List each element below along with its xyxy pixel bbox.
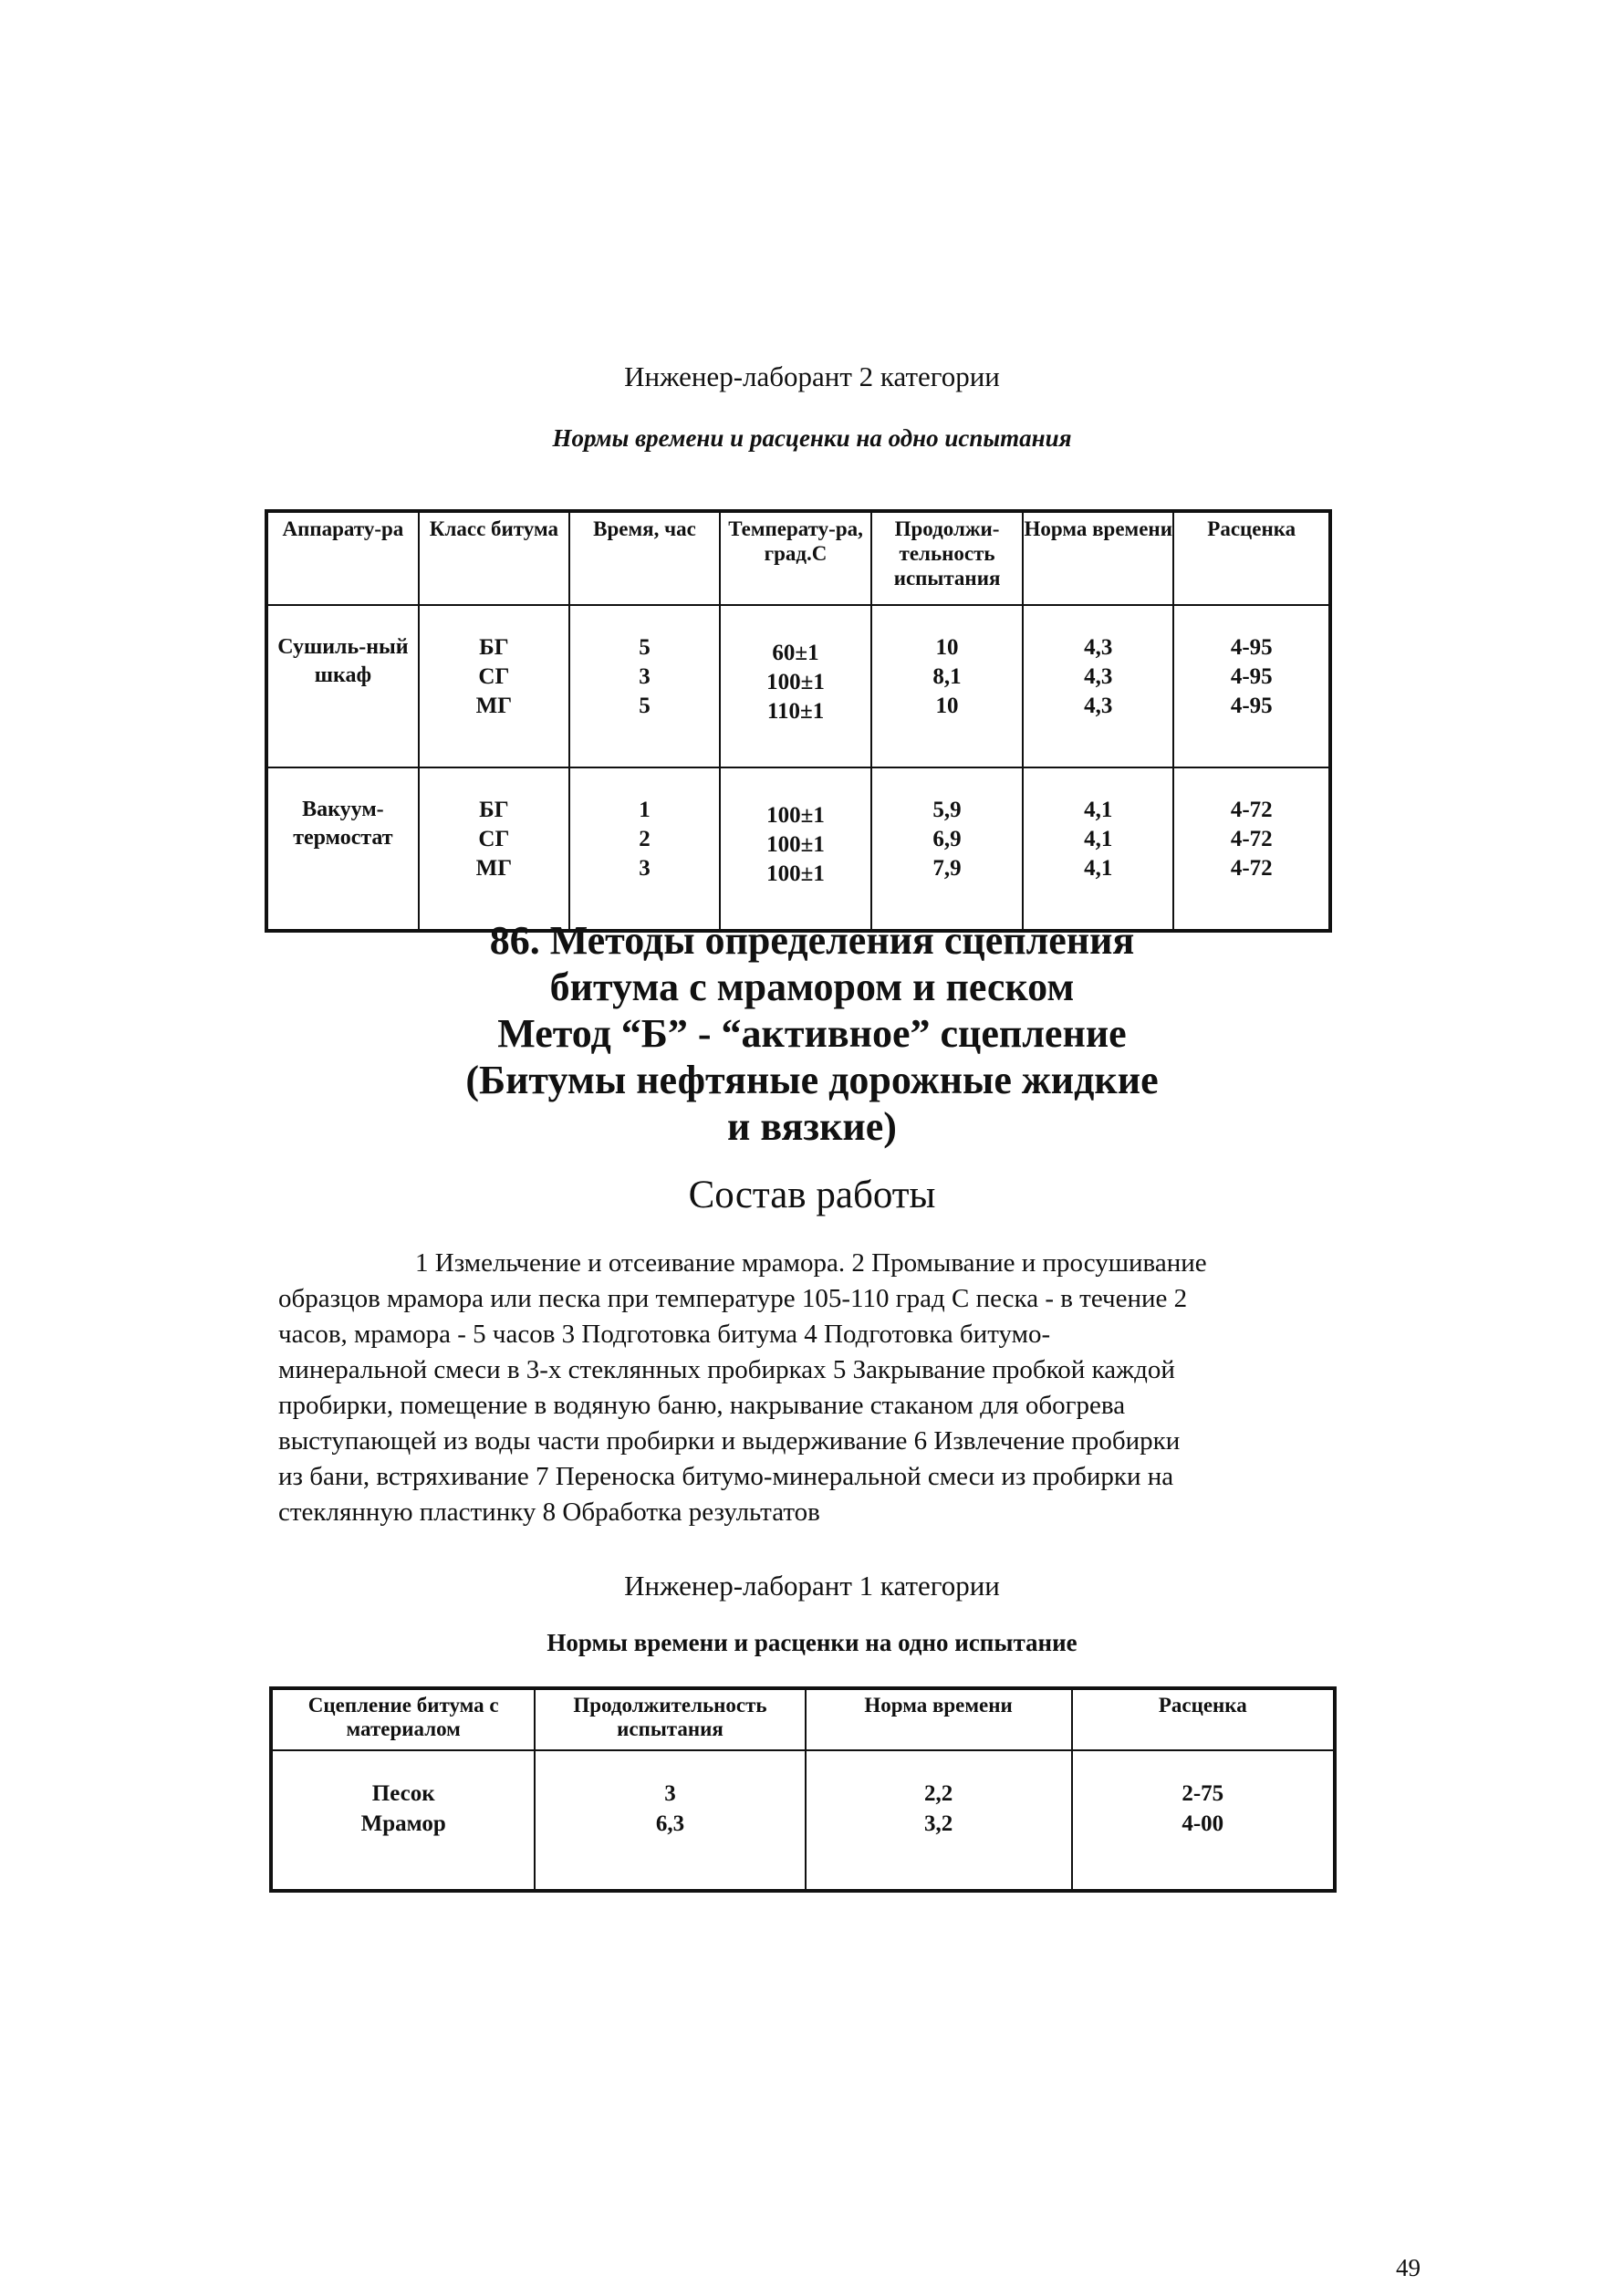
cell-value: 8,1 [932, 664, 962, 689]
time-cell [569, 605, 720, 767]
table-row [266, 767, 1330, 931]
col-header-temperature: Температу-ра, град.С [720, 511, 871, 605]
temp-cell [720, 767, 871, 931]
cell-value: 4,3 [1084, 664, 1113, 689]
cell-value: 2 [639, 827, 651, 851]
cell-value: 4-95 [1230, 664, 1273, 689]
col-header-bitumen-class: Класс битума [419, 511, 569, 605]
cell-value: 3 [664, 1781, 676, 1806]
bitumen-cell [419, 767, 569, 931]
table-row [266, 605, 1330, 767]
time-cell [569, 767, 720, 931]
col-header-adhesion: Сцепление битума с материалом [271, 1688, 535, 1750]
paragraph-line: пробирки, помещение в водяную баню, накрывание стаканом для обогрева [278, 1391, 1126, 1420]
cell-value: 4-72 [1230, 856, 1273, 881]
norm-cell [1023, 767, 1173, 931]
cell-value: 1 [639, 798, 651, 822]
cell-value: 4,1 [1084, 827, 1113, 851]
norm-cell [806, 1750, 1072, 1891]
cell-value: 10 [935, 694, 959, 718]
col-header-duration: Продолжи-тельность испытания [871, 511, 1023, 605]
section-title-line: (Битумы нефтяные дорожные жидкие [465, 1058, 1159, 1102]
duration-cell [871, 605, 1023, 767]
cell-value: МГ [475, 856, 513, 881]
cell-value: 100±1 [766, 803, 825, 828]
cell-value: 4-00 [1182, 1811, 1224, 1836]
cell-value: СГ [478, 827, 510, 851]
paragraph-line: часов, мрамора - 5 часов 3 Подготовка битума 4 Подготовка битумо- [278, 1320, 1051, 1349]
section-title-line: Метод “Б” - “активное” сцепление [497, 1011, 1127, 1056]
cell-value: МГ [475, 694, 513, 718]
col-header-duration: Продолжительность испытания [535, 1688, 805, 1750]
cell-value: 4,1 [1084, 856, 1113, 881]
work-composition-heading: Состав работы [688, 1174, 936, 1216]
norms-subtitle-1: Нормы времени и расценки на одно испытания [552, 424, 1072, 452]
table-header-row [271, 1688, 1335, 1750]
cell-value: БГ [479, 635, 509, 660]
cell-value: 2-75 [1182, 1781, 1224, 1806]
bitumen-cell [419, 605, 569, 767]
price-cell [1072, 1750, 1335, 1891]
cell-value: 60±1 [772, 641, 819, 665]
cell-value: Мрамор [360, 1811, 446, 1836]
paragraph-line: минеральной смеси в 3-х стеклянных пробирках 5 Закрывание пробкой каждой [278, 1355, 1175, 1384]
norms-subtitle-2: Нормы времени и расценки на одно испытание [547, 1629, 1077, 1656]
cell-value: Песок [371, 1781, 435, 1806]
duration-cell [535, 1750, 805, 1891]
col-header-norm: Норма времени [806, 1688, 1072, 1750]
cell-value: 10 [935, 635, 959, 660]
cell-value: 4,1 [1084, 798, 1113, 822]
cell-value: 7,9 [932, 856, 962, 881]
cell-value: БГ [479, 798, 509, 822]
price-cell [1173, 605, 1330, 767]
norm-cell [1023, 605, 1173, 767]
cell-value: 5 [639, 635, 651, 660]
cell-value: 4-72 [1230, 798, 1273, 822]
section-title-line: 86. Методы определения сцепления [489, 918, 1135, 963]
apparatus-cell [266, 605, 419, 767]
paragraph-line: образцов мрамора или песка при температуре 105-110 град С песка - в течение 2 [278, 1284, 1188, 1313]
col-header-price: Расценка [1072, 1688, 1335, 1750]
role-heading-1st-category: Инженер-лаборант 1 категории [624, 1570, 1000, 1602]
cell-value: 2,2 [923, 1781, 953, 1806]
price-cell [1173, 767, 1330, 931]
table-header-row [266, 511, 1330, 605]
col-header-price: Расценка [1173, 511, 1330, 605]
col-header-norm: Норма времени [1023, 511, 1173, 605]
cell-value: 4-95 [1230, 694, 1273, 718]
paragraph-line: из бани, встряхивание 7 Переноска битумо-минеральной смеси из пробирки на [278, 1462, 1174, 1491]
cell-value: 4,3 [1084, 694, 1113, 718]
cell-value: 100±1 [766, 832, 825, 857]
section-title-line: и вязкие) [727, 1104, 897, 1149]
role-heading-2nd-category: Инженер-лаборант 2 категории [624, 360, 1000, 392]
apparatus-name: Сушиль-ный шкаф [277, 635, 409, 687]
col-header-time: Время, час [569, 511, 720, 605]
cell-value: 4-95 [1230, 635, 1273, 660]
cell-value: 6,9 [932, 827, 962, 851]
cell-value: 4-72 [1230, 827, 1273, 851]
section-title-line: битума с мрамором и песком [549, 965, 1075, 1009]
temp-cell [720, 605, 871, 767]
cell-value: 6,3 [655, 1811, 685, 1836]
norms-table-2 [269, 1686, 1337, 1893]
work-composition-paragraph [278, 1246, 1423, 1530]
apparatus-name: Вакуум-термостат [293, 798, 393, 850]
apparatus-cell [266, 767, 419, 931]
paragraph-line: стеклянную пластинку 8 Обработка результатов [278, 1498, 820, 1527]
cell-value: 3 [639, 664, 651, 689]
paragraph-line: выступающей из воды части пробирки и выдерживание 6 Извлечение пробирки [278, 1426, 1181, 1456]
duration-cell [871, 767, 1023, 931]
cell-value: 3,2 [923, 1811, 953, 1836]
cell-value: 3 [639, 856, 651, 881]
cell-value: 100±1 [766, 861, 825, 886]
cell-value: 110±1 [766, 699, 825, 724]
section-title [0, 917, 1624, 1150]
table-row [271, 1750, 1335, 1891]
paragraph-line: 1 Измельчение и отсеивание мрамора. 2 Промывание и просушивание [415, 1248, 1207, 1278]
cell-value: 100±1 [766, 670, 825, 694]
page-number: 49 [1396, 2254, 1421, 2281]
cell-value: СГ [478, 664, 510, 689]
col-header-apparatus: Аппарату-ра [266, 511, 419, 605]
norms-table-1 [265, 509, 1332, 933]
material-cell [271, 1750, 535, 1891]
cell-value: 5,9 [932, 798, 962, 822]
cell-value: 5 [639, 694, 651, 718]
cell-value: 4,3 [1084, 635, 1113, 660]
